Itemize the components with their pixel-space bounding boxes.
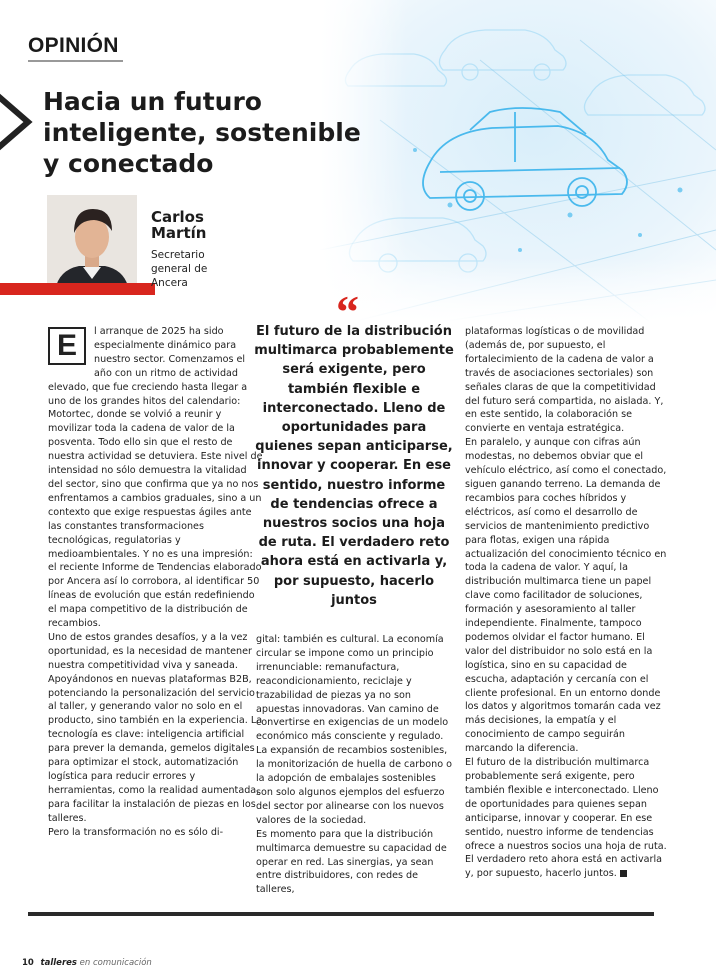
author-avatar <box>47 195 137 290</box>
accent-bar <box>0 283 155 295</box>
paragraph-final <box>465 756 667 881</box>
drop-cap: E <box>48 327 86 365</box>
quote-icon: “ <box>336 286 359 337</box>
author-role: Secretario general de Ancera <box>151 249 208 289</box>
article-column-1 <box>48 325 264 840</box>
page-number: 10 <box>22 958 34 968</box>
paragraph: l arranque de 2025 ha sido especialmente dinámico para nuestro sector. Comenzamos el año con un ritmo de actividad elevado, que fue creciendo hasta llegar a uno de los grandes hitos del calendario: Motortec, donde se volvió a reunir y movilizar toda la cadena de valor de la posventa. Todo ello sin que el resto de nuestra actividad se detuviera. Este nivel de intensidad no sólo demuestra la vitalidad del sector, sino que confirma que ya no nos enfrentamos a cambios graduales, sino a un contexto que exige respuestas ágiles ante las constantes transformaciones tecnológicas, regulatorias y medioambientales. Y no es una impresión: el reciente Informe de Tendencias elaborado por Ancera así lo corrobora, al identificar 50 líneas de evolución que están redefiniendo el mapa competitivo de la distribución de recambios. <box>48 326 263 630</box>
section-divider <box>28 60 123 62</box>
article-column-2 <box>256 633 454 897</box>
footer-divider <box>28 912 654 916</box>
magazine-brand: talleres <box>40 958 77 968</box>
article-column-3 <box>465 325 667 881</box>
paragraph: gital: también es cultural. La economía circular se impone como un principio irrenunciable: remanufactura, reacondicionamiento, reciclaje y trazabilidad de piezas ya no son apuestas innovadoras. Van camino de convertirse en exigencias de un modelo económico más consciente y regulado. La expansión de recambios sostenibles, la monitorización de huella de carbono o la adopción de embalajes sostenibles son solo algunos ejemplos del esfuerzo del sector por alinearse con los nuevos valores de la sociedad. <box>256 634 452 826</box>
magazine-subtitle: en comunicación <box>79 958 152 968</box>
paragraph: Pero la transformación no es sólo di- <box>48 826 224 838</box>
section-label: OPINIÓN <box>28 34 119 57</box>
paragraph: Es momento para que la distribución multimarca demuestre su capacidad de operar en red. Las sinergias, ya sean entre distribuidores, con redes de talleres, <box>256 828 447 896</box>
article-headline: Hacia un futuro inteligente, sostenible y conectado <box>43 87 361 178</box>
page-footer <box>22 958 152 968</box>
paragraph: Uno de estos grandes desafíos, y a la vez oportunidad, es la necesidad de mantener nuestra competitividad viva y saneada. Apoyándonos en nuevas plataformas B2B, potenciando la personalización del servicio al taller, y generando valor no solo en el producto, sino también en la experiencia. La tecnología es clave: inteligencia artificial para prever la demanda, gemelos digitales para optimizar el stock, automatización logística para reducir errores y herramientas, como la realidad aumentada, para facilitar la instalación de piezas en los talleres. <box>48 631 263 824</box>
chevron-right-icon <box>0 92 40 152</box>
end-mark-icon <box>620 870 627 877</box>
paragraph: En paralelo, y aunque con cifras aún modestas, no debemos obviar que el vehículo eléctrico, así como el conectado, siguen ganando terreno. La demanda de recambios para coches híbridos y eléctricos, así como el desarrollo de servicios de mantenimiento predictivo para flotas, exigen una rápida actualización del conocimiento técnico en toda la cadena de valor. Y aquí, la distribución multimarca tiene un papel clave como facilitador de soluciones, formación y asesoramiento al taller independiente. Finalmente, tampoco podemos olvidar el factor humano. El valor del distribuidor no solo está en la logística, sino en su capacidad de escucha, adaptación y cercanía con el cliente profesional. En un entorno donde los datos y algoritmos tomarán cada vez más decisiones, la empatía y el conocimiento de campo seguirán marcando la diferencia. <box>465 437 667 755</box>
paragraph: plataformas logísticas o de movilidad (además de, por supuesto, el fortalecimiento de la cadena de valor a través de asociaciones sectoriales) son señales claras de que la competitividad del futuro será compartida, no aislada. Y, en este sentido, la colaboración se convierte en ventaja estratégica. <box>465 326 664 435</box>
paragraph-final-text: El futuro de la distribución multimarca probablemente será exigente, pero también flexible e interconectado. Lleno de oportunidades para quienes sepan anticiparse, innovar y cooperar. En ese sentido, nuestro informe de tendencias ofrece a nuestros socios una hoja de ruta. El verdadero reto ahora está en activarla y, por supuesto, hacerlo juntos. <box>465 757 667 880</box>
author-name: Carlos Martín <box>151 208 207 242</box>
pull-quote: El futuro de la distribución multimarca probablemente será exigente, pero también flexible e interconectado. Lleno de oportunidades para quienes sepan anticiparse, innovar y cooperar. En ese sentido, nuestro informe de tendencias ofrece a nuestros socios una hoja de ruta. El verdadero reto ahora está en activarla y, por supuesto, hacerlo juntos <box>254 324 454 608</box>
